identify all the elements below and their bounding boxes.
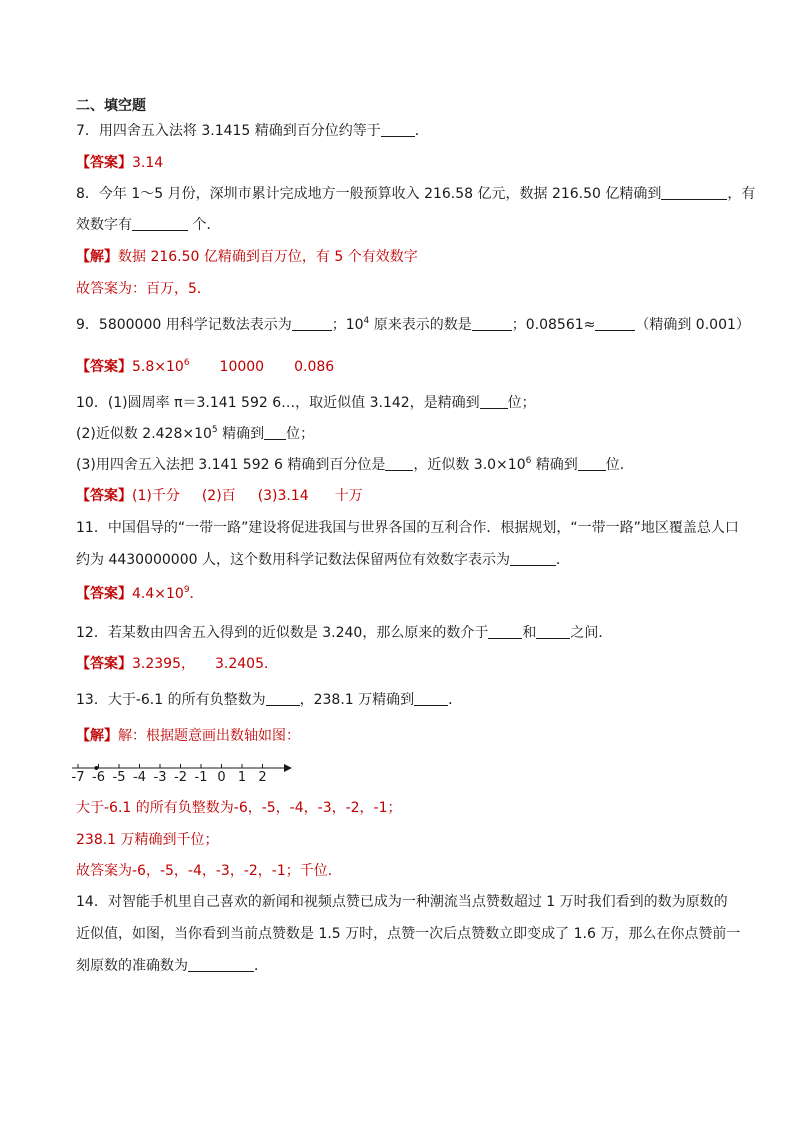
answer-blank: [510, 551, 556, 566]
number-line-label: 2: [258, 770, 267, 785]
question-14-line-2: 近似值，如图，当你看到当前点赞数是 1.5 万时，点赞一次后点赞数立即变成了 1.6 万，那么在你点赞前一: [76, 926, 741, 942]
solution-13-line-1: 大于-6.1 的所有负整数为-6，-5，-4，-3，-2，-1；: [76, 800, 402, 816]
answer-blank: [264, 425, 286, 440]
answer-blank: [292, 316, 332, 331]
answer-10: 【答案】(1)千分 (2)百 (3)3.14 十万: [76, 488, 363, 504]
answer-blank: [661, 185, 727, 200]
answer-7: 【答案】3.14: [76, 155, 164, 171]
question-12: 12．若某数由四舍五入得到的近似数是 3.240，那么原来的数介于 和 之间．: [76, 625, 613, 641]
answer-12: 【答案】3.2395， 3.2405．: [76, 656, 278, 672]
question-9: 9．5800000 用科学记数法表示为 ；$10^4$ 原来表示的数是 ；0.08561≈ （精确到 0.001）: [76, 316, 750, 333]
number-line-label: -1: [194, 770, 208, 785]
solution-13: 【解】解：根据题意画出数轴如图：: [76, 728, 300, 744]
number-line: [66, 760, 296, 786]
question-7: 7．用四舍五入法将 3.1415 精确到百分位约等于 ．: [76, 123, 429, 139]
number-line-marked-point: [94, 766, 98, 770]
answer-blank: [488, 624, 522, 639]
number-line-label: 0: [217, 770, 226, 785]
section-title: 二、填空题: [76, 98, 146, 114]
number-line-label: -3: [153, 770, 167, 785]
number-line-arrow: [284, 764, 292, 772]
question-8-line-2: 效数字有 个．: [76, 217, 221, 233]
answer-blank: [266, 691, 300, 706]
answer-9: 【答案】$5.8\times 10^6$ 10000 0.086: [76, 358, 335, 375]
conclusion-13: 故答案为-6，-5，-4，-3，-2，-1；千位．: [76, 863, 342, 879]
question-13: 13．大于-6.1 的所有负整数为 ，238.1 万精确到 ．: [76, 692, 463, 708]
answer-blank: [385, 456, 413, 471]
question-8-line-1: 8．今年 1～5 月份，深圳市累计完成地方一般预算收入 216.58 亿元，数据 216.50 亿精确到 ，有: [76, 186, 756, 202]
question-10-line-1: 10．(1)圆周率 π＝3.141 592 6…，取近似值 3.142，是精确到 位；: [76, 395, 536, 411]
question-10-line-3: (3)用四舍五入法把 3.141 592 6 精确到百分位是 ，近似数 $3.0\times 10^6$ 精确到 位．: [76, 456, 634, 473]
answer-blank: [536, 624, 570, 639]
answer-blank: [381, 122, 415, 137]
conclusion-8: 故答案为：百万，5．: [76, 281, 211, 297]
answer-blank: [578, 456, 606, 471]
number-line-label: -5: [112, 770, 126, 785]
answer-blank: [132, 216, 188, 231]
number-line-label: -7: [71, 770, 85, 785]
solution-8: 【解】数据 216.50 亿精确到百万位，有 5 个有效数字: [76, 249, 418, 265]
number-line-label: -4: [133, 770, 146, 785]
question-11-line-1: 11．中国倡导的“一带一路”建设将促进我国与世界各国的互利合作．根据规划，“一带一路”地区覆盖总人口: [76, 520, 739, 536]
question-14-line-3: 刻原数的准确数为 ．: [76, 958, 268, 974]
number-line-label: 1: [237, 770, 247, 785]
question-14-line-1: 14．对智能手机里自己喜欢的新闻和视频点赞已成为一种潮流当点赞数超过 1 万时我们看到的数为原数的: [76, 894, 728, 910]
answer-blank: [472, 316, 512, 331]
answer-11: 【答案】$4.4\times 10^9$．: [76, 585, 204, 602]
answer-blank: [188, 957, 254, 972]
answer-blank: [480, 394, 508, 409]
answer-blank: [414, 691, 448, 706]
solution-13-line-2: 238.1 万精确到千位；: [76, 832, 219, 848]
question-10-line-2: (2)近似数 $2.428\times 10^5$ 精确到 位；: [76, 425, 315, 442]
question-11-line-2: 约为 4430000000 人，这个数用科学记数法保留两位有效数字表示为 ．: [76, 552, 570, 568]
number-line-label: -2: [174, 770, 187, 785]
answer-blank: [595, 316, 635, 331]
number-line-label: -6: [92, 770, 105, 785]
